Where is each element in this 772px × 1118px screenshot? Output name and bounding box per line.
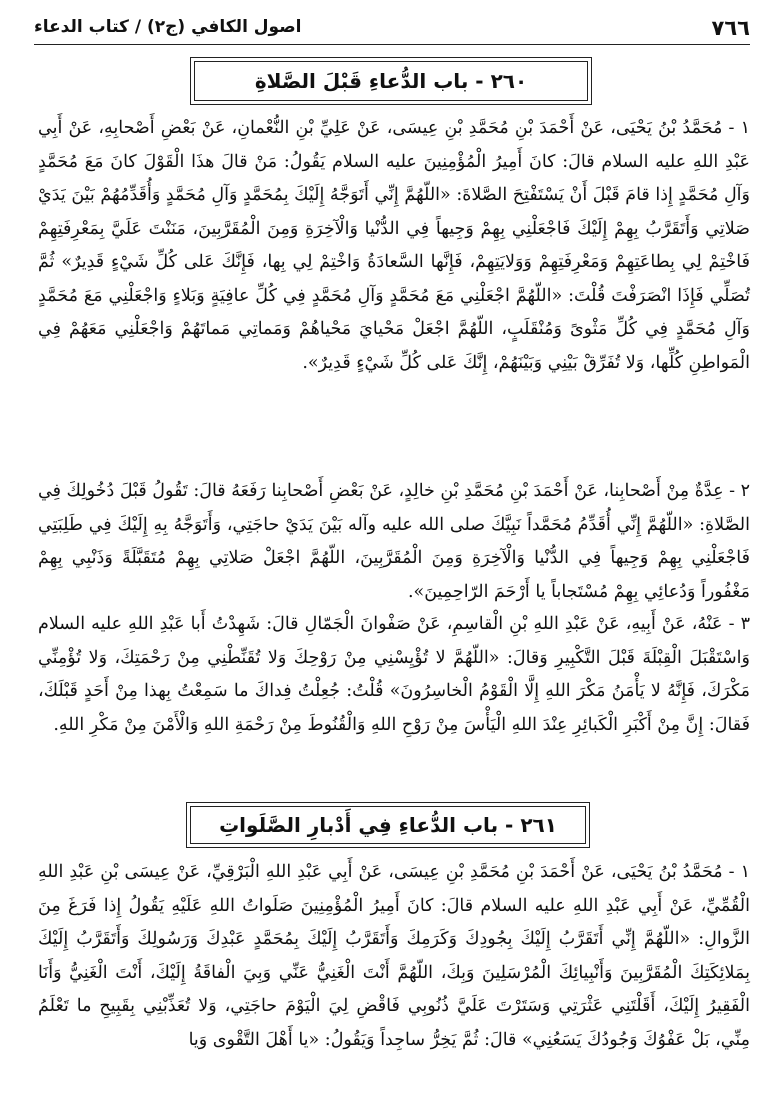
hadith-260-3-text: ٣ - عَنْهُ، عَنْ أَبِيهِ، عَنْ عَبْدِ اللهِ بْنِ الْقاسِمِ، عَنْ صَفْوانَ الْجَمّالِ قالَ: شَهِدْتُ أَبا عَبْدِ اللهِ عليه السلام وَاسْتَقْبَلَ الْقِبْلَةَ قَبْلَ التَّكْبِيرِ وَقالَ: «اللّهُمَّ لا تُؤْيِسْنِي مِنْ رَوْحِكَ وَلا تُقَنِّطْنِي مِنْ رَحْمَتِكَ، وَلا تُؤْمِنِّي مَكْرَكَ، فَإِنَّهُ لا يَأْمَنُ مَكْرَ اللهِ إِلَّا الْقَوْمُ الْخاسِرُونَ» قُلْتُ: جُعِلْتُ فِداكَ ما سَمِعْتُ بِهذا مِنْ أَحَدٍ قَبْلَكَ، فَقالَ: إِنَّ مِنْ أَكْبَرِ الْكَبائِرِ عِنْدَ اللهِ الْيَأْسَ مِنْ رَوْحِ اللهِ وَالْقُنُوطَ مِنْ رَحْمَةِ اللهِ وَالْأَمْنَ مِنْ مَكْرِ اللهِ. (38, 614, 750, 735)
hadith-260-2-text: ٢ - عِدَّةٌ مِنْ أَصْحابِنا، عَنْ أَحْمَدَ بْنِ مُحَمَّدِ بْنِ خالِدٍ، عَنْ بَعْضِ أَصْحابِنا رَفَعَهُ قالَ: تَقُولُ قَبْلَ دُخُولِكَ فِي الصَّلاةِ: «اللّهُمَّ إِنِّي أُقَدِّمُ مُحَمَّداً نَبِيَّكَ صلى الله عليه وآله بَيْنَ يَدَيْ حاجَتِي، وَأَتَوَجَّهُ بِهِ إِلَيْكَ فِي طَلِبَتِي فَاجْعَلْنِي بِهِمْ وَجِيهاً فِي الدُّنْيا وَالْآخِرَةِ وَمِنَ الْمُقَرَّبِينَ، اللّهُمَّ اجْعَلْ صَلاتِي بِهِمْ مُتَقَبَّلَةً وَذَنْبِي بِهِمْ مَغْفُوراً وَدُعائِي بِهِمْ مُسْتَجاباً يا أَرْحَمَ الرّاحِمِينَ». (38, 481, 750, 602)
chapter-260-title: ٢٦٠ - باب الدُّعاءِ قَبْلَ الصَّلاةِ (194, 61, 588, 101)
chapter-261-title: ٢٦١ - باب الدُّعاءِ فِي أَدْبارِ الصَّلَواتِ (190, 806, 586, 844)
hadith-260-2 (38, 475, 750, 609)
hadith-260-1-text: ١ - مُحَمَّدُ بْنُ يَحْيَى، عَنْ أَحْمَدَ بْنِ مُحَمَّدِ بْنِ عِيسَى، عَنْ عَلِيِّ بْنِ النُّعْمانِ، عَنْ بَعْضِ أَصْحابِهِ، عَنْ أَبِي عَبْدِ اللهِ عليه السلام قالَ: كانَ أَمِيرُ الْمُؤْمِنِينَ عليه السلام يَقُولُ: مَنْ قالَ هذَا الْقَوْلَ كانَ مَعَ مُحَمَّدٍ وَآلِ مُحَمَّدٍ إِذا قامَ قَبْلَ أَنْ يَسْتَفْتِحَ الصَّلاةَ: «اللّهُمَّ إِنِّي أَتَوَجَّهُ إِلَيْكَ بِمُحَمَّدٍ وَآلِ مُحَمَّدٍ وَأُقَدِّمُهُمْ بَيْنَ يَدَيْ صَلاتِي وَأَتَقَرَّبُ بِهِمْ إِلَيْكَ فَاجْعَلْنِي بِهِمْ وَجِيهاً فِي الدُّنْيا وَالْآخِرَةِ وَمِنَ الْمُقَرَّبِينَ، مَنَنْتَ عَلَيَّ بِمَعْرِفَتِهِمْ فَاخْتِمْ لِي بِطاعَتِهِمْ وَمَعْرِفَتِهِمْ وَوَلايَتِهِمْ، فَإِنَّها السَّعادَةُ وَاخْتِمْ لِي بِها، فَإِنَّكَ عَلى كُلِّ شَيْءٍ قَدِيرٌ» ثُمَّ تُصَلِّي فَإِذَا انْصَرَفْتَ قُلْتَ: «اللّهُمَّ اجْعَلْنِي مَعَ مُحَمَّدٍ وَآلِ مُحَمَّدٍ فِي كُلِّ عافِيَةٍ وَبَلاءٍ وَاجْعَلْنِي مَعَ مُحَمَّدٍ وَآلِ مُحَمَّدٍ فِي كُلِّ مَثْوىً وَمُنْقَلَبٍ، اللّهُمَّ اجْعَلْ مَحْيايَ مَحْياهُمْ وَمَماتِي مَماتَهُمْ وَاجْعَلْنِي مَعَهُمْ فِي الْمَواطِنِ كُلِّها، وَلا تُفَرِّقْ بَيْنِي وَبَيْنَهُمْ، إِنَّكَ عَلى كُلِّ شَيْءٍ قَدِيرٌ». (38, 118, 750, 373)
page-header (34, 14, 750, 45)
page-number: ٧٦٦ (711, 16, 750, 40)
hadith-261-1-text: ١ - مُحَمَّدُ بْنُ يَحْيَى، عَنْ أَحْمَدَ بْنِ مُحَمَّدِ بْنِ عِيسَى، عَنْ أَبِي عَبْدِ اللهِ الْبَرْقِيِّ، عَنْ عِيسَى بْنِ عَبْدِ اللهِ الْقُمِّيِّ، عَنْ أَبِي عَبْدِ اللهِ عليه السلام قالَ: كانَ أَمِيرُ الْمُؤْمِنِينَ صَلَواتُ اللهِ عَلَيْهِ يَقُولُ إِذا فَرَغَ مِنَ الزَّوالِ: «اللّهُمَّ إِنِّي أَتَقَرَّبُ إِلَيْكَ بِجُودِكَ وَكَرَمِكَ وَأَتَقَرَّبُ إِلَيْكَ بِمُحَمَّدٍ عَبْدِكَ وَرَسُولِكَ وَأَتَقَرَّبُ إِلَيْكَ بِمَلائِكَتِكَ الْمُقَرَّبِينَ وَأَنْبِيائِكَ الْمُرْسَلِينَ وَبِكَ، اللّهُمَّ أَنْتَ الْغَنِيُّ عَنِّي وَبِيَ الْفاقَةُ إِلَيْكَ، أَنْتَ الْغَنِيُّ وَأَنَا الْفَقِيرُ إِلَيْكَ، أَقَلْتَنِي عَثْرَتِي وَسَتَرْتَ عَلَيَّ ذُنُوبِي فَاقْضِ لِيَ الْيَوْمَ حاجَتِي، وَلا تُعَذِّبْنِي بِقَبِيحِ ما تَعْلَمُ مِنِّي، بَلْ عَفْوُكَ وَجُودُكَ يَسَعُنِي» قالَ: ثُمَّ يَخِرُّ ساجِداً وَيَقُولُ: «يا أَهْلَ التَّقْوى وَيا (38, 862, 750, 1050)
hadith-260-3 (38, 608, 750, 742)
hadith-260-1 (38, 112, 750, 380)
chapter-260-heading-box (190, 57, 592, 105)
running-title: اصول الكافي (ج٢) / كتاب الدعاء (34, 17, 302, 37)
chapter-261-heading-box (186, 802, 590, 848)
hadith-261-1 (38, 856, 750, 1057)
